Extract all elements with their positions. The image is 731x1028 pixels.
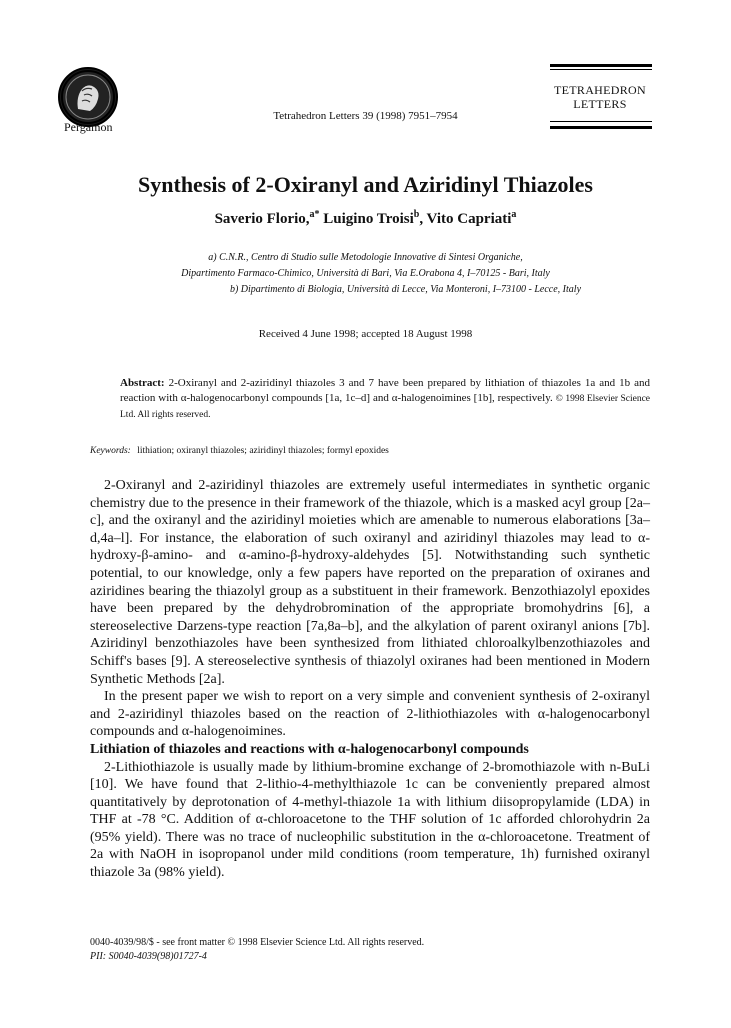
abstract-label: Abstract: [120, 377, 165, 389]
footer [90, 936, 424, 964]
author-1-sup: a* [309, 209, 320, 220]
header-rule-thin [550, 69, 652, 70]
affiliation-b: b) Dipartimento di Biologia, Università di Lecce, Via Monteroni, I–73100 - Lecce, Italy [229, 284, 582, 295]
abstract-text: 2-Oxiranyl and 2-aziridinyl thiazoles 3 and 7 have been prepared by lithiation of thiazoles 1a and 1b and reaction with α-halogenocarbonyl compounds [1a, 1c–d] and α-halogenoimines [1b], respectively. [120, 377, 651, 404]
abstract [120, 376, 650, 423]
header-rule-bottom [550, 126, 652, 129]
header-rule-thin-2 [550, 121, 652, 122]
paragraph-3: 2-Lithiothiazole is usually made by lithium-bromine exchange of 2-bromothiazole with n-BuLi [10]. We have found that 2-lithio-4-methylthiazole 1c can be conveniently prepared almost quantitatively by deprotonation of 4-methyl-thiazole 1a with lithium diisopropylamide (LDA) in THF at -78 °C. Addition of α-chloroacetone to the THF solution of 1c afforded chlorohydrin 2a (95% yield). There was no trace of nucleophilic substitution in the α-chloroacetone. Treatment of 2a with NaOH in isopropanol under mild conditions (room temperature, 1h) furnished oxiranyl thiazole 3a (98% yield). [90, 759, 650, 881]
article-title: Synthesis of 2-Oxiranyl and Aziridinyl Thiazoles [138, 172, 593, 197]
authors [0, 209, 731, 228]
journal-name [548, 83, 652, 111]
author-1: Saverio Florio, [214, 211, 310, 227]
footer-pii: PII: S0040-4039(98)01727-4 [90, 951, 207, 962]
publisher-name: Pergamon [64, 120, 113, 134]
paragraph-1: 2-Oxiranyl and 2-aziridinyl thiazoles are extremely useful intermediates in synthetic organic chemistry due to the presence in their framework of the thiazole, which is a masked acyl group [2a–c], and the oxiranyl and the aziridinyl moieties which are amenable to numerous elaborations [3a–d,4a–l]. For instance, the elaboration of such oxiranyl and aziridinyl thiazoles may lead to α-hydroxy-β-amino- and α-amino-β-hydroxy-aldehydes [5]. Notwithstanding such synthetic potential, to our knowledge, only a few papers have reported on the preparation of oxiranes and aziridines bearing the thiazolyl group as a substituent in their framework. Benzothiazolyl epoxides have been prepared by the dehydrobromination of the appropriate bromohydrins [6], a stereoselective Darzens-type reaction [7a,8a–b], and the alkylation of parent oxiranyl anions [7b]. Aziridinyl benzothiazoles have been synthesized from lithiated chloroalkylbenzothiazoles and Schiff's bases [9]. A stereoselective synthesis of thiazolyl oxiranes had been mentioned in Modern Synthetic Methods [2a]. [90, 478, 650, 687]
keywords-label: Keywords: [90, 446, 131, 456]
journal-line-2: LETTERS [573, 97, 627, 111]
citation: Tetrahedron Letters 39 (1998) 7951–7954 [273, 110, 458, 122]
paragraph-2: In the present paper we wish to report on a very simple and convenient synthesis of 2-oxiranyl and 2-aziridinyl thiazoles based on the reaction of 2-lithiothiazoles with α-halogenocarbonyl compounds and α-halogenoimines. [90, 689, 650, 740]
affiliation-a: a) C.N.R., Centro di Studio sulle Metodologie Innovative di Sintesi Organiche, [208, 252, 523, 263]
author-2: Luigino Troisi [319, 211, 414, 227]
affiliation-a-address: Dipartimento Farmaco-Chimico, Università di Bari, Via E.Orabona 4, I–70125 - Bari, Italy [181, 268, 550, 279]
received-dates: Received 4 June 1998; accepted 18 August 1998 [258, 328, 473, 340]
abstract-copyright: © 1998 Elsevier Science Ltd. All rights reserved. [120, 394, 651, 420]
journal-line-1: TETRAHEDRON [554, 83, 646, 97]
author-3-sup: a [511, 209, 517, 220]
section-heading: Lithiation of thiazoles and reactions with α-halogenocarbonyl compounds [90, 741, 529, 757]
header-rule-top [550, 64, 652, 67]
author-2-sup: b [413, 209, 420, 220]
keywords [90, 446, 389, 456]
author-3: , Vito Capriati [419, 211, 512, 227]
keywords-text: lithiation; oxiranyl thiazoles; aziridinyl thiazoles; formyl epoxides [137, 446, 389, 456]
footer-copyright: 0040-4039/98/$ - see front matter © 1998 Elsevier Science Ltd. All rights reserved. [90, 937, 425, 948]
body-text [90, 477, 650, 882]
